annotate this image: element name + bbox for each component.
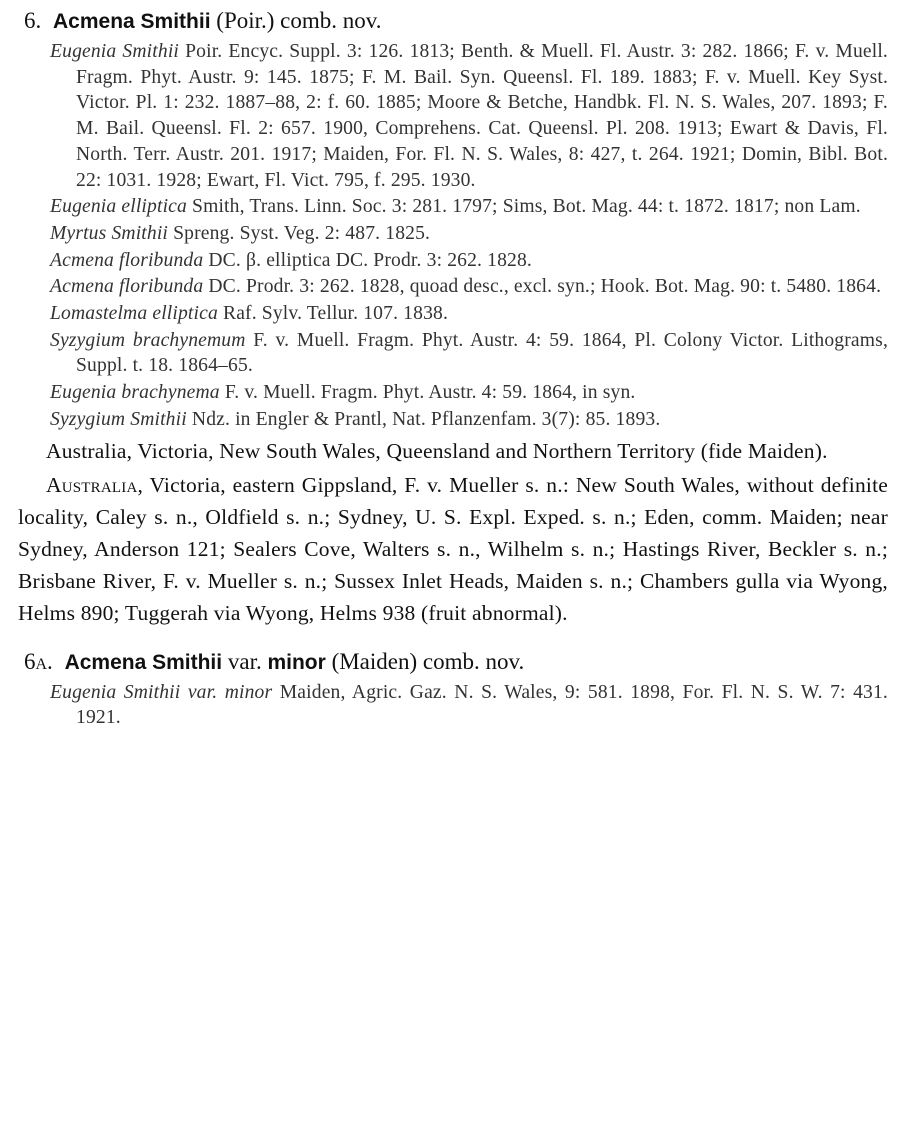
synonym-list	[18, 39, 888, 433]
variety-label: var.	[227, 648, 262, 674]
synonym-item	[18, 248, 888, 274]
synonym-taxon: Eugenia Smithii	[50, 41, 180, 62]
synonym-taxon: Acmena floribunda	[50, 249, 204, 271]
synonym-taxon: Syzygium brachynemum	[50, 329, 246, 351]
species-name: Acmena Smithii	[53, 10, 211, 33]
synonym-ref: Spreng. Syst. Veg. 2: 487. 1825.	[173, 222, 431, 244]
synonym-item	[18, 407, 888, 433]
synonym-ref: Raf. Sylv. Tellur. 107. 1838.	[222, 303, 449, 325]
species-name: Acmena Smithii	[64, 650, 223, 674]
specimens-text: , Victoria, eastern Gippsland, F. v. Mueller s. n.: New South Wales, without definite locality, Caley s. n., Oldfield s. n.; Sydney, U. S. Expl. Exped. s. n.; Eden, comm. Maiden; near Sydney, Anderson 121; Sealers Cove, Walters s. n., Wilhelm s. n.; Hastings River, Beckler s. n.; Brisbane River, F. v. Mueller s. n.; Sussex Inlet Heads, Maiden s. n.; Chambers gulla via Wyong, Helms 890; Tuggerah via Wyong, Helms 938 (fruit abnormal).	[18, 472, 888, 625]
synonym-ref: Maiden, Agric. Gaz. N. S. Wales, 9: 581. 1898, For. Fl. N. S. W. 7: 431. 1921.	[76, 681, 888, 729]
variety-name: minor	[267, 650, 326, 674]
species-authority: (Maiden) comb. nov.	[331, 648, 525, 674]
synonym-taxon: Lomastelma elliptica	[50, 303, 218, 325]
synonym-item	[18, 680, 888, 731]
synonym-ref: F. v. Muell. Fragm. Phyt. Austr. 4: 59. 1864, Pl. Colony Victor. Lithograms, Suppl. t. 18. 1864–65.	[76, 329, 888, 377]
synonym-taxon: Eugenia Smithii var. minor	[50, 681, 273, 703]
entry-6-heading	[24, 6, 888, 37]
synonym-taxon: Syzygium Smithii	[50, 408, 187, 430]
synonym-taxon: Eugenia brachynema	[50, 382, 220, 404]
synonym-taxon: Myrtus Smithii	[50, 222, 169, 244]
specimens-paragraph	[18, 469, 888, 629]
specimens-country: Australia	[46, 472, 138, 497]
synonym-taxon: Eugenia elliptica	[50, 196, 187, 218]
synonym-item	[18, 274, 888, 300]
synonym-ref: DC. β. elliptica DC. Prodr. 3: 262. 1828.	[208, 249, 532, 271]
entry-number: 6.	[24, 8, 42, 33]
synonym-item	[18, 39, 888, 193]
synonym-list	[18, 680, 888, 731]
distribution-paragraph: Australia, Victoria, New South Wales, Queensland and Northern Territory (fide Maiden).	[46, 438, 828, 463]
synonym-ref: DC. Prodr. 3: 262. 1828, quoad desc., excl. syn.; Hook. Bot. Mag. 90: t. 5480. 1864.	[208, 276, 882, 298]
synonym-ref: Smith, Trans. Linn. Soc. 3: 281. 1797; Sims, Bot. Mag. 44: t. 1872. 1817; non Lam.	[192, 196, 861, 218]
entry-number: 6a.	[24, 648, 53, 674]
synonym-item	[18, 301, 888, 327]
synonym-ref: F. v. Muell. Fragm. Phyt. Austr. 4: 59. 1864, in syn.	[224, 382, 636, 404]
synonym-taxon: Acmena floribunda	[50, 276, 204, 298]
synonym-item	[18, 221, 888, 247]
synonym-item	[18, 380, 888, 406]
synonym-ref: Ndz. in Engler & Prantl, Nat. Pflanzenfam. 3(7): 85. 1893.	[191, 408, 661, 430]
synonym-ref: Poir. Encyc. Suppl. 3: 126. 1813; Benth. & Muell. Fl. Austr. 3: 282. 1866; F. v. Muell. Fragm. Phyt. Austr. 9: 145. 1875; F. M. Bail. Syn. Queensl. Fl. 189. 1883; F. v. Muell. Key Syst. Victor. Pl. 1: 232. 1887–88, 2: f. 60. 1885; Moore & Betche, Handbk. Fl. N. S. Wales, 207. 1893; F. M. Bail. Queensl. Fl. 2: 657. 1900, Comprehens. Cat. Queensl. Pl. 208. 1913; Ewart & Davis, Fl. North. Terr. Austr. 201. 1917; Maiden, For. Fl. N. S. Wales, 8: 427, t. 264. 1921; Domin, Bibl. Bot. 22: 1031. 1928; Ewart, Fl. Vict. 795, f. 295. 1930.	[76, 41, 888, 191]
species-authority: (Poir.) comb. nov.	[216, 8, 382, 33]
synonym-item	[18, 328, 888, 379]
synonym-item	[18, 194, 888, 220]
entry-6a-heading	[24, 647, 888, 678]
